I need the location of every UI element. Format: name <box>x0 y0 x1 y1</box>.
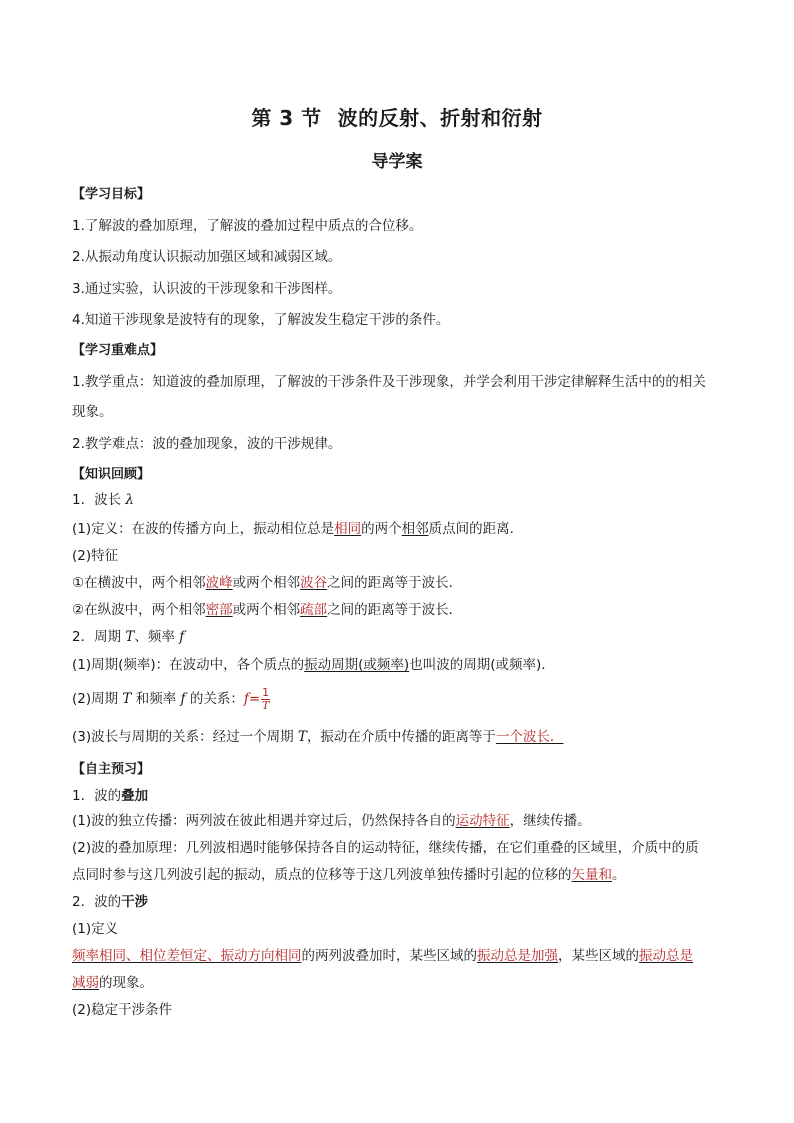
interference-title: 2．波的干涉 <box>72 894 149 910</box>
blank-answer: 相邻 <box>401 521 429 537</box>
wavelength-longitudinal: ②在纵波中，两个相邻密部或两个相邻疏部之间的距离等于波长． <box>72 602 463 618</box>
interference-definition-line2: 减弱的现象。 <box>72 975 153 991</box>
page-title: 第 3 节 波的反射、折射和衍射 <box>251 106 543 130</box>
period-frequency-relation: (2)周期 T 和频率 f 的关系：f= $\frac{1}{T}$ <box>72 685 270 712</box>
blank-answer: 振动总是加强 <box>477 948 558 964</box>
blank-answer: 矢量和 <box>571 867 612 883</box>
blank-answer: 频率相同、相位差恒定、振动方向相同 <box>72 948 302 964</box>
wavelength-title: 1．波长 λ <box>72 492 134 508</box>
blank-answer: 波峰 <box>205 575 233 591</box>
wavelength-transverse: ①在横波中，两个相邻波峰或两个相邻波谷之间的距离等于波长． <box>72 575 463 591</box>
blank-answer: 振动周期(或频率) <box>304 657 410 673</box>
period-definition: (1)周期(频率)：在波动中，各个质点的振动周期(或频率)也叫波的周期(或频率)． <box>72 657 555 673</box>
superposition-independent: (1)波的独立传播：两列波在彼此相遇并穿过后，仍然保持各自的运动特征，继续传播。 <box>72 813 591 829</box>
blank-answer: 振动总是 <box>639 948 693 964</box>
interference-definition-label: (1)定义 <box>72 921 119 937</box>
keypoint-focus-line2: 现象。 <box>72 404 113 420</box>
objective-item: 2.从振动角度认识振动加强区域和减弱区域。 <box>72 249 342 265</box>
page-subtitle: 导学案 <box>371 152 423 172</box>
superposition-title: 1．波的叠加 <box>72 788 149 804</box>
interference-definition-line1: 频率相同、相位差恒定、振动方向相同的两列波叠加时，某些区域的振动总是加强，某些区域的振动总是 <box>72 948 693 964</box>
section-heading-review: 【知识回顾】 <box>72 467 151 482</box>
section-heading-keypoints: 【学习重难点】 <box>72 343 164 358</box>
period-title: 2．周期 T、频率 f <box>72 629 185 645</box>
objective-item: 4.知道干涉现象是波特有的现象，了解波发生稳定干涉的条件。 <box>72 312 450 328</box>
interference-condition-label: (2)稳定干涉条件 <box>72 1002 173 1018</box>
keypoint-focus-line1: 1.教学重点：知道波的叠加原理，了解波的干涉条件及干涉现象，并学会利用干涉定律解释生活中的的相关 <box>72 374 706 390</box>
blank-answer: 波谷 <box>300 575 328 591</box>
blank-answer: 减弱 <box>72 975 99 991</box>
formula-fraction: $\frac{1}{T}$ <box>261 685 270 712</box>
section-heading-preview: 【自主预习】 <box>72 762 151 777</box>
blank-answer: 一个波长． <box>495 729 564 745</box>
formula-lhs: f <box>243 691 249 707</box>
section-heading-objectives: 【学习目标】 <box>72 187 151 202</box>
wavelength-period-relation: (3)波长与周期的关系：经过一个周期 T，振动在介质中传播的距离等于一个波长． <box>72 729 564 745</box>
superposition-principle-line2: 点同时参与这几列波引起的振动，质点的位移等于这几列波单独传播时引起的位移的矢量和。 <box>72 867 626 883</box>
keypoint-difficulty: 2.教学难点：波的叠加现象，波的干涉规律。 <box>72 436 342 452</box>
wavelength-definition: (1)定义：在波的传播方向上，振动相位总是相同的两个相邻质点间的距离． <box>72 521 524 537</box>
blank-answer: 密部 <box>205 602 233 618</box>
superposition-principle-line1: (2)波的叠加原理：几列波相遇时能够保持各自的运动特征，继续传播，在它们重叠的区域里，介质中的质 <box>72 840 699 856</box>
wavelength-feature-label: (2)特征 <box>72 548 119 564</box>
blank-answer: 疏部 <box>300 602 328 618</box>
blank-answer: 相同 <box>334 521 362 537</box>
objective-item: 3.通过实验，认识波的干涉现象和干涉图样。 <box>72 281 342 297</box>
blank-answer: 运动特征 <box>455 813 510 829</box>
objective-item: 1.了解波的叠加原理，了解波的叠加过程中质点的合位移。 <box>72 218 423 234</box>
